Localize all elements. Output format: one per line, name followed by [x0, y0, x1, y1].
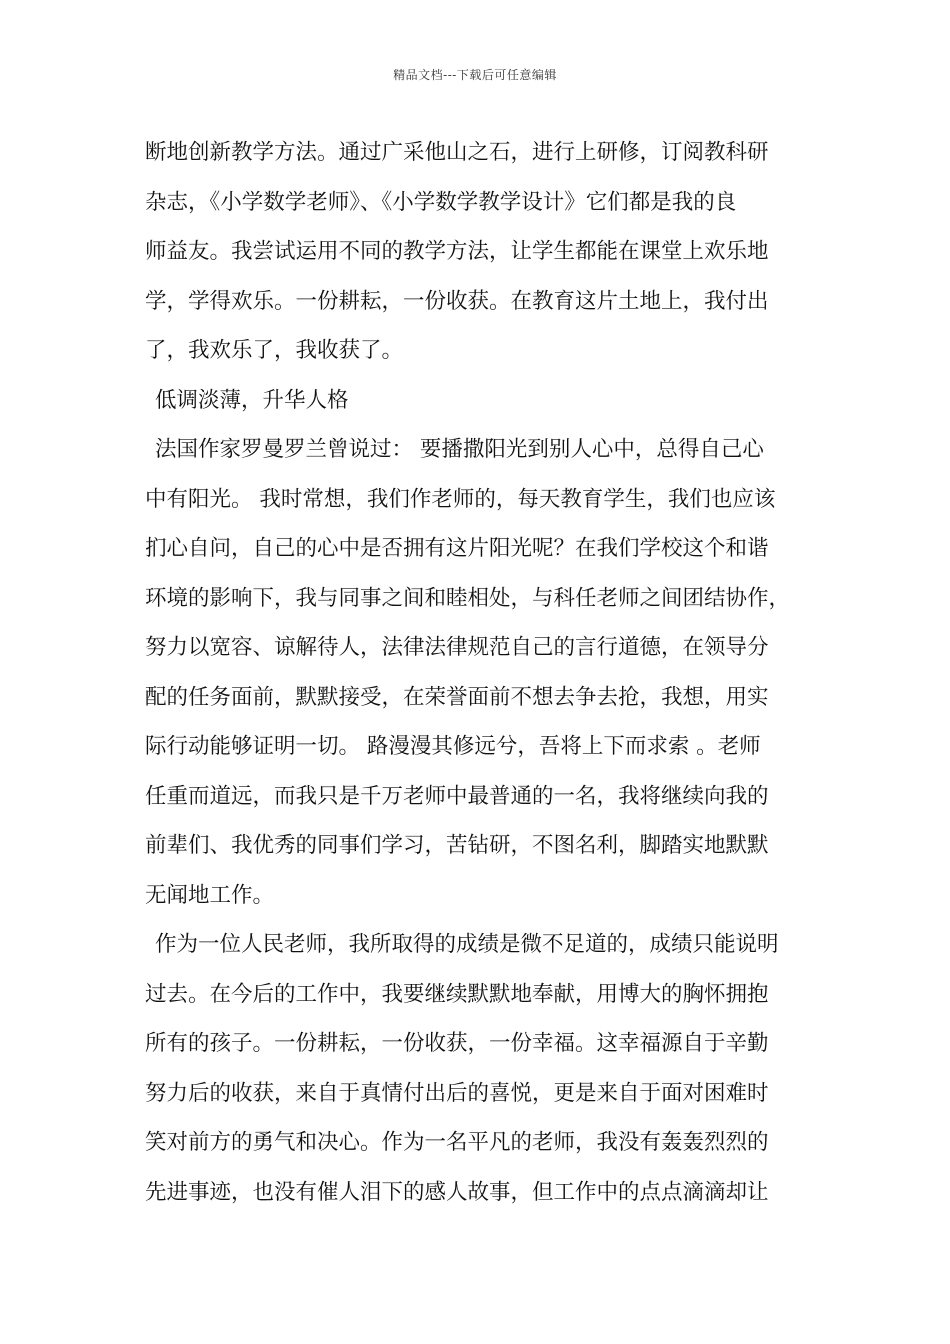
text-line: 杂志，《小学数学老师》、《小学数学教学设计》它们都是我的良 [145, 189, 737, 215]
text-line: 学，学得欢乐。一份耕耘，一份收获。在教育这片土地上，我付出 [145, 288, 769, 314]
text-line: 努力后的收获，来自于真情付出后的喜悦，更是来自于面对困难时 [145, 1080, 769, 1106]
text-line: 环境的影响下，我与同事之间和睦相处，与科任老师之间团结协作， [145, 585, 791, 611]
section-heading: 低调淡薄，升华人格 [155, 387, 349, 413]
text-line: 努力以宽容、谅解待人，法律法律规范自己的言行道德，在领导分 [145, 635, 769, 660]
text-line: 际行动能够证明一切。 路漫漫其修远兮，吾将上下而求索 。老师 [145, 734, 761, 759]
text-line: 任重而道远，而我只是千万老师中最普通的一名，我将继续向我的 [145, 783, 769, 809]
text-line: 所有的孩子。一份耕耘，一份收获，一份幸福。这幸福源自于辛勤 [145, 1031, 769, 1056]
text-line: 笑对前方的勇气和决心。作为一名平凡的老师，我没有轰轰烈烈的 [145, 1130, 769, 1155]
text-line: 过去。在今后的工作中，我要继续默默地奉献，用博大的胸怀拥抱 [145, 981, 769, 1007]
text-line: 中有阳光。 我时常想，我们作老师的，每天教育学生，我们也应该 [145, 486, 776, 512]
text-line: 了，我欢乐了，我收获了。 [145, 338, 404, 363]
text-line: 断地创新教学方法。通过广采他山之石，进行上研修，订阅教科研 [145, 140, 769, 165]
page-header: 精品文档---下载后可任意编辑 [393, 68, 557, 82]
text-line: 作为一位人民老师，我所取得的成绩是微不足道的，成绩只能说明 [155, 932, 779, 957]
document-body [145, 128, 825, 1217]
text-line: 法国作家罗曼罗兰曾说过： 要播撒阳光到别人心中，总得自己心 [155, 437, 764, 462]
text-line: 扪心自问，自己的心中是否拥有这片阳光呢？在我们学校这个和谐 [145, 536, 769, 561]
text-line: 无闻地工作。 [145, 882, 275, 908]
text-line: 配的任务面前，默默接受，在荣誉面前不想去争去抢，我想，用实 [145, 684, 769, 710]
text-line: 先进事迹，也没有催人泪下的感人故事，但工作中的点点滴滴却让 [145, 1179, 769, 1205]
text-line: 师益友。我尝试运用不同的教学方法，让学生都能在课堂上欢乐地 [145, 239, 769, 264]
text-line: 前辈们、我优秀的同事们学习，苦钻研，不图名利，脚踏实地默默 [145, 833, 769, 858]
